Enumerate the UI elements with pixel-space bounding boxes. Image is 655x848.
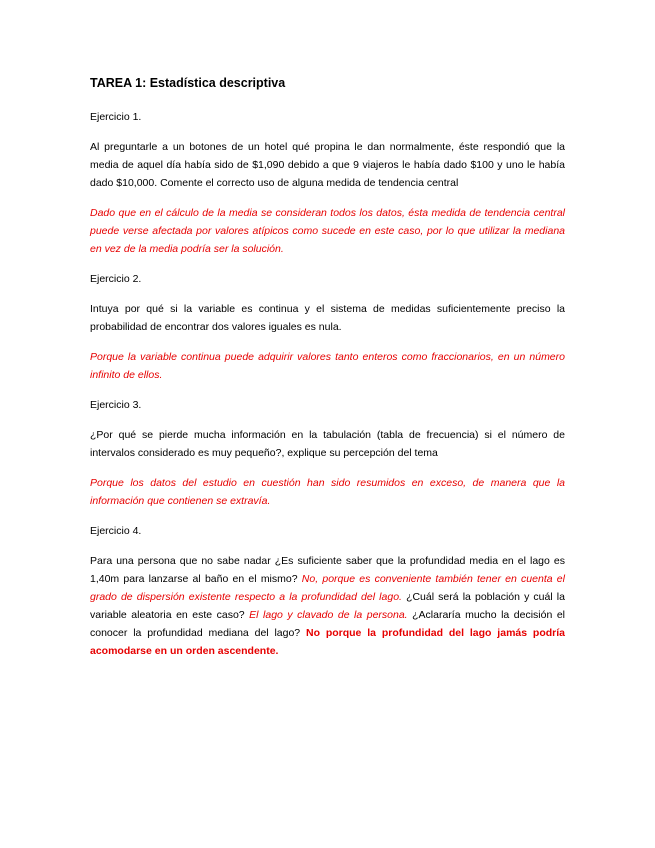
exercise-4-answer-1: No, porque es conveniente también tener en cuenta el grado de dispersión existente respecto a la profundidad del lago. <box>90 573 565 603</box>
exercise-4-question-2: ¿Cuál será la población y cuál la variable aleatoria en este caso? <box>90 591 565 621</box>
exercise-4-answer-2: El lago y clavado de la persona. <box>249 609 408 621</box>
exercise-1-answer: Dado que en el cálculo de la media se consideran todos los datos, ésta medida de tendencia central puede verse afectada por valores atípicos como sucede en este caso, por lo que utilizar la mediana en vez de la media podría ser la solución. <box>90 207 565 255</box>
exercise-4-question-1: Para una persona que no sabe nadar ¿Es suficiente saber que la profundidad media en el lago es 1,40m para lanzarse al baño en el mismo? <box>90 555 565 585</box>
exercise-4-question-3: ¿Aclararía mucho la decisión el conocer la profundidad mediana del lago? <box>90 609 565 639</box>
exercise-4-answer-3: No porque la profundidad del lago jamás podría acomodarse en un orden ascendente. <box>90 627 565 657</box>
document-title: TAREA 1: Estadística descriptiva <box>90 76 286 90</box>
exercise-3-question: ¿Por qué se pierde mucha información en la tabulación (tabla de frecuencia) si el número de intervalos considerado es muy pequeño?, explique su percepción del tema <box>90 429 565 459</box>
exercise-4-body <box>90 552 565 660</box>
exercise-2-heading: Ejercicio 2. <box>90 273 142 285</box>
exercise-2-question: Intuya por qué si la variable es continua y el sistema de medidas suficientemente preciso la probabilidad de encontrar dos valores iguales es nula. <box>90 303 565 333</box>
exercise-3-answer: Porque los datos del estudio en cuestión han sido resumidos en exceso, de manera que la información que contienen se extravía. <box>90 477 565 507</box>
exercise-3-heading: Ejercicio 3. <box>90 399 142 411</box>
document-page <box>90 74 565 672</box>
exercise-1-question: Al preguntarle a un botones de un hotel qué propina le dan normalmente, éste respondió que la media de aquel día había sido de $1,090 debido a que 9 viajeros le había dado $100 y uno le había dado $10,000. Comente el correcto uso de alguna medida de tendencia central <box>90 141 565 189</box>
exercise-1-heading: Ejercicio 1. <box>90 111 142 123</box>
exercise-2-answer: Porque la variable continua puede adquirir valores tanto enteros como fraccionarios, en un número infinito de ellos. <box>90 351 565 381</box>
exercise-4-heading: Ejercicio 4. <box>90 525 142 537</box>
